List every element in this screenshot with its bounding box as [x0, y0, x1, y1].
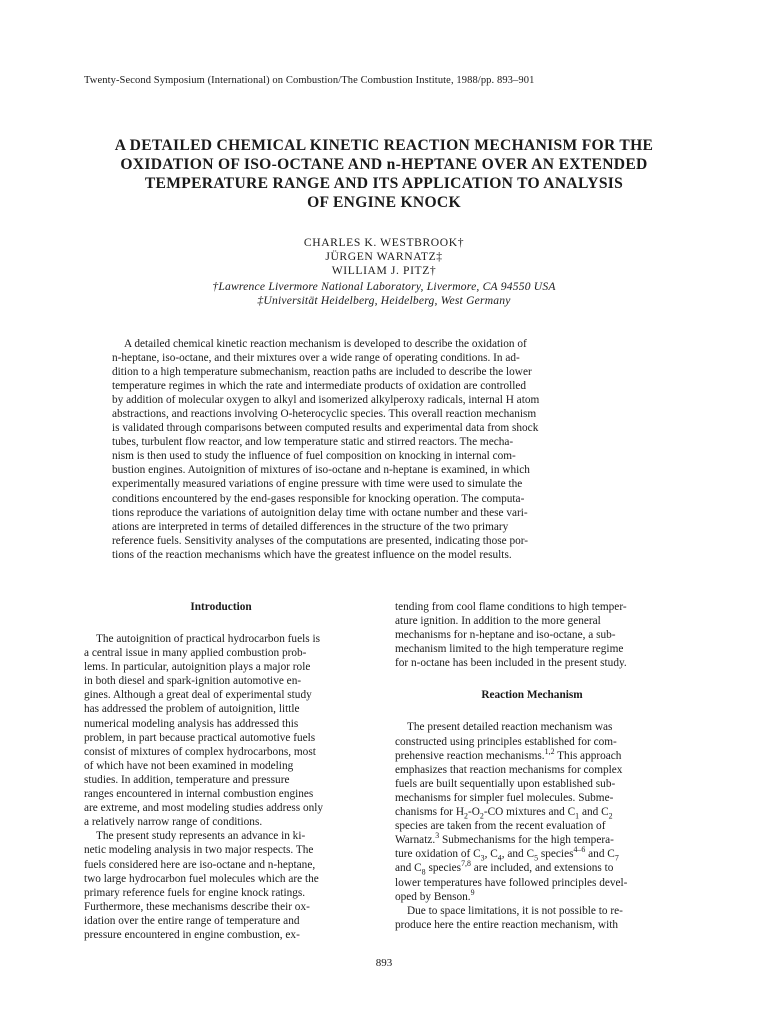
body-line: primary reference fuels for engine knock ratings.: [84, 886, 306, 899]
body-line: problem, in part because practical automotive fuels: [84, 731, 316, 744]
title-line: TEMPERATURE RANGE AND ITS APPLICATION TO ANALYSIS: [144, 175, 624, 192]
body-line: pressure encountered in engine combustion, ex-: [84, 928, 300, 941]
subscript: 2: [464, 811, 468, 821]
body-line: are extreme, and most modeling studies address only: [84, 802, 324, 815]
subscript: 4: [497, 853, 502, 863]
body-line: mechanisms for n-heptane and iso-octane, a sub-: [395, 629, 616, 642]
body-line: numerical modeling analysis has addressed this: [84, 717, 299, 730]
subscript: 2: [479, 811, 484, 821]
text-run: and C: [585, 848, 615, 861]
body-line: [395, 847, 669, 861]
abstract-line: tubes, turbulent flow reactor, and low temperature static and stirred reactors. The mecha-: [112, 436, 514, 449]
abstract-line: A detailed chemical kinetic reaction mechanism is developed to describe the oxidation of: [124, 338, 527, 350]
abstract: [112, 337, 660, 562]
body-line: consist of mixtures of complex hydrocarbons, most: [84, 745, 316, 758]
body-line: gines. Although a great deal of experimental study: [84, 689, 312, 702]
affiliation: †Lawrence Livermore National Laboratory, Livermore, CA 94550 USA: [212, 280, 556, 293]
text-run: , and C: [501, 848, 535, 861]
body-line: species are taken from the recent evaluation of: [395, 820, 606, 833]
left-column: [84, 600, 358, 942]
body-line: [395, 861, 669, 875]
title-line: OXIDATION OF ISO-OCTANE AND n-HEPTANE OVER AN EXTENDED: [120, 156, 648, 173]
body-line: mechanisms for simpler fuel molecules. Subme-: [395, 791, 614, 804]
text-run: This approach: [554, 749, 622, 762]
abstract-line: reference fuels. Sensitivity analyses of the computations are presented, indicating those por-: [112, 534, 529, 547]
body-line: [395, 746, 669, 763]
subscript: 5: [534, 853, 539, 863]
citation-ref: 3: [435, 831, 440, 841]
text-run: Warnatz.: [395, 834, 436, 847]
subscript: 2: [608, 811, 613, 821]
text-run: Submechanisms for the high tempera-: [439, 834, 614, 847]
citation-ref: 4–6: [573, 845, 586, 855]
body-line: emphasizes that reaction mechanisms for complex: [395, 763, 623, 776]
text-run: chanisms for H: [395, 806, 465, 819]
body-line: The present study represents an advance in ki-: [96, 830, 306, 843]
title-line: A DETAILED CHEMICAL KINETIC REACTION MECHANISM FOR THE: [114, 137, 654, 154]
abstract-line: n-heptane, iso-octane, and their mixtures over a wide range of operating conditions. In ad-: [112, 352, 520, 365]
spacer: [395, 702, 669, 720]
abstract-line: conditions encountered by the end-gases responsible for knocking operation. The computa-: [112, 492, 525, 505]
body-line: in both diesel and spark-ignition automotive en-: [84, 675, 302, 688]
right-column: [395, 600, 669, 932]
body-line: two large hydrocarbon fuel molecules which are the: [84, 872, 319, 885]
text-run: ture oxidation of C: [395, 848, 481, 861]
paper-title: [70, 136, 698, 212]
subscript: 3: [480, 853, 485, 863]
body-line: for n-octane has been included in the present study.: [395, 657, 627, 670]
body-line: has addressed the problem of autoignition, little: [84, 703, 300, 716]
body-line: produce here the entire reaction mechanism, with: [395, 918, 619, 931]
text-run: , C: [484, 848, 498, 861]
abstract-line: by addition of molecular oxygen to alkyl and isomerized alkylperoxy radicals, internal H atom: [112, 394, 540, 407]
body-line: fuels are built sequentially upon established sub-: [395, 777, 616, 790]
body-line: netic modeling analysis in two major respects. The: [84, 844, 314, 857]
abstract-line: nism is then used to study the influence of fuel composition on knocking in internal com-: [112, 450, 516, 463]
body-line: fuels considered here are iso-octane and n-heptane,: [84, 858, 316, 871]
author: CHARLES K. WESTBROOK†: [303, 236, 465, 249]
body-line: Furthermore, these mechanisms describe their ox-: [84, 900, 310, 913]
text-run: and C: [579, 806, 609, 819]
running-head: Twenty-Second Symposium (International) on Combustion/The Combustion Institute, 1988/pp. 893–901: [84, 75, 535, 86]
text-run: and C: [395, 862, 422, 875]
subscript: 7: [614, 853, 619, 863]
citation-ref: 1,2: [544, 746, 555, 756]
body-line: ranges encountered in internal combustion engines: [84, 788, 314, 801]
abstract-line: tions of the reaction mechanisms which have the greatest influence on the model results.: [112, 548, 512, 561]
author-list: [70, 236, 698, 279]
affiliation: ‡Universität Heidelberg, Heidelberg, West Germany: [257, 294, 511, 308]
spacer: [395, 670, 669, 688]
author: JÜRGEN WARNATZ‡: [325, 250, 443, 264]
body-line: of which have not been examined in modeling: [84, 759, 294, 772]
text-run: species: [538, 848, 574, 861]
citation-ref: 7,8: [461, 859, 471, 869]
text-run: -CO mixtures and C: [483, 806, 576, 819]
body-line: idation over the entire range of temperature and: [84, 914, 300, 927]
body-line: a central issue in many applied combustion prob-: [84, 647, 307, 660]
abstract-line: temperature regimes in which the rate and intermediate products of oxidation are controlled: [112, 380, 527, 393]
body-line: ature ignition. In addition to the more general: [395, 615, 601, 628]
body-line: a relatively narrow range of conditions.: [84, 816, 263, 829]
subscript: 8: [421, 867, 426, 877]
affiliations: [70, 280, 698, 308]
body-line: lower temperatures have followed principles devel-: [395, 876, 628, 889]
abstract-line: abstractions, and reactions involving O-heterocyclic species. This overall reaction mechanism: [112, 408, 537, 421]
section-heading-introduction: Introduction: [190, 601, 252, 613]
body-line: [395, 805, 669, 819]
text-run: prehensive reaction mechanisms.: [395, 749, 545, 762]
text-run: species: [425, 862, 462, 875]
body-line: The present detailed reaction mechanism was: [407, 721, 613, 734]
abstract-line: ations are interpreted in terms of detailed differences in the structure of the two primary: [112, 520, 509, 533]
abstract-line: dition to a high temperature submechanism, reaction paths are included to describe the lower: [112, 366, 532, 379]
text-run: -O: [467, 806, 480, 819]
text-run: are included, and extensions to: [470, 862, 614, 875]
abstract-line: bustion engines. Autoignition of mixtures of iso-octane and n-heptane is examined, in which: [112, 464, 530, 477]
abstract-line: tions reproduce the variations of autoignition delay time with octane number and these vari-: [112, 506, 528, 519]
body-line: lems. In particular, autoignition plays a major role: [84, 661, 311, 674]
abstract-line: experimentally measured variations of engine pressure with time were used to simulate the: [112, 478, 523, 491]
section-heading-reaction-mechanism: Reaction Mechanism: [481, 689, 583, 702]
body-line: tending from cool flame conditions to high temper-: [395, 601, 627, 613]
citation-ref: 9: [470, 887, 475, 897]
body-line: studies. In addition, temperature and pressure: [84, 773, 290, 786]
body-line: [395, 887, 669, 904]
body-line: The autoignition of practical hydrocarbon fuels is: [96, 633, 320, 645]
spacer: [84, 614, 358, 632]
author: WILLIAM J. PITZ†: [331, 264, 437, 278]
body-line: Due to space limitations, it is not possible to re-: [407, 904, 623, 917]
body-line: [395, 833, 669, 847]
body-line: constructed using principles established for com-: [395, 735, 617, 748]
body-line: mechanism limited to the high temperature regime: [395, 643, 624, 656]
subscript: 1: [575, 811, 580, 821]
text-run: oped by Benson.: [395, 890, 471, 903]
page-number: 893: [375, 957, 393, 969]
abstract-line: is validated through comparisons between computed results and experimental data from shock: [112, 422, 539, 435]
title-line: OF ENGINE KNOCK: [307, 194, 461, 211]
